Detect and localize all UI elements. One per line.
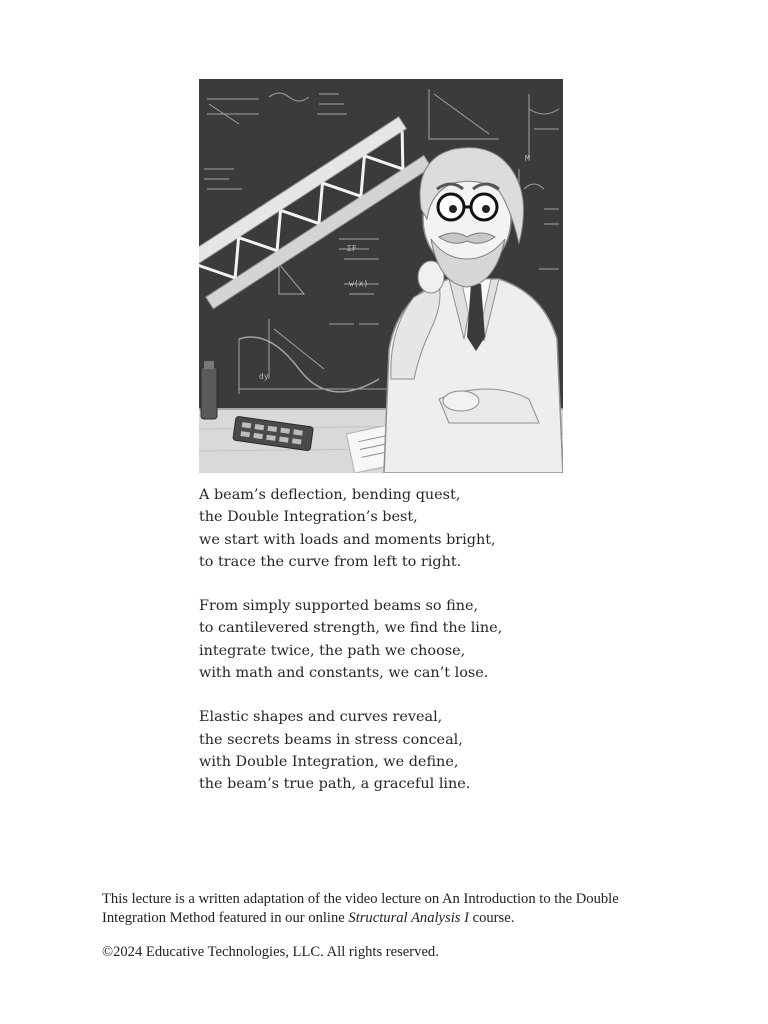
poem-stanza — [199, 706, 579, 795]
chalkboard-illustration — [199, 79, 563, 473]
poem-stanza — [199, 595, 579, 684]
adaptation-note-text: This lecture is a written adaptation of the video lecture on An Introduction to the Double Integration Method featured in our online — [102, 891, 619, 926]
poem-line: From simply supported beams so fine, — [199, 598, 479, 615]
svg-text:dy: dy — [259, 372, 269, 381]
poem-line: A beam’s deflection, bending quest, — [199, 487, 461, 503]
svg-text:w(x): w(x) — [349, 279, 369, 288]
svg-text:M: M — [525, 154, 530, 163]
poem-line: Elastic shapes and curves reveal, — [199, 709, 443, 726]
poem-line: the beam’s true path, a graceful line. — [199, 776, 471, 793]
poem-line: the secrets beams in stress conceal, — [199, 731, 463, 748]
poem-line: integrate twice, the path we choose, — [199, 642, 466, 659]
poem-line: we start with loads and moments bright, — [199, 531, 496, 548]
poem-line: with math and constants, we can’t lose. — [199, 665, 489, 682]
adaptation-note — [102, 890, 672, 927]
adaptation-note-end: course. — [468, 909, 515, 926]
footer — [102, 890, 672, 962]
poem-line: with Double Integration, we define, — [199, 753, 459, 770]
poem-stanza — [199, 484, 579, 573]
poem-line: the Double Integration’s best, — [199, 509, 418, 526]
course-title: Structural Analysis I — [348, 909, 469, 926]
poem-line: to trace the curve from left to right. — [199, 553, 462, 570]
poem-line: to cantilevered strength, we find the line, — [199, 620, 503, 637]
svg-text:ΣF: ΣF — [347, 244, 357, 253]
copyright-notice: ©2024 Educative Technologies, LLC. All rights reserved. — [102, 944, 439, 960]
poem — [199, 484, 579, 818]
